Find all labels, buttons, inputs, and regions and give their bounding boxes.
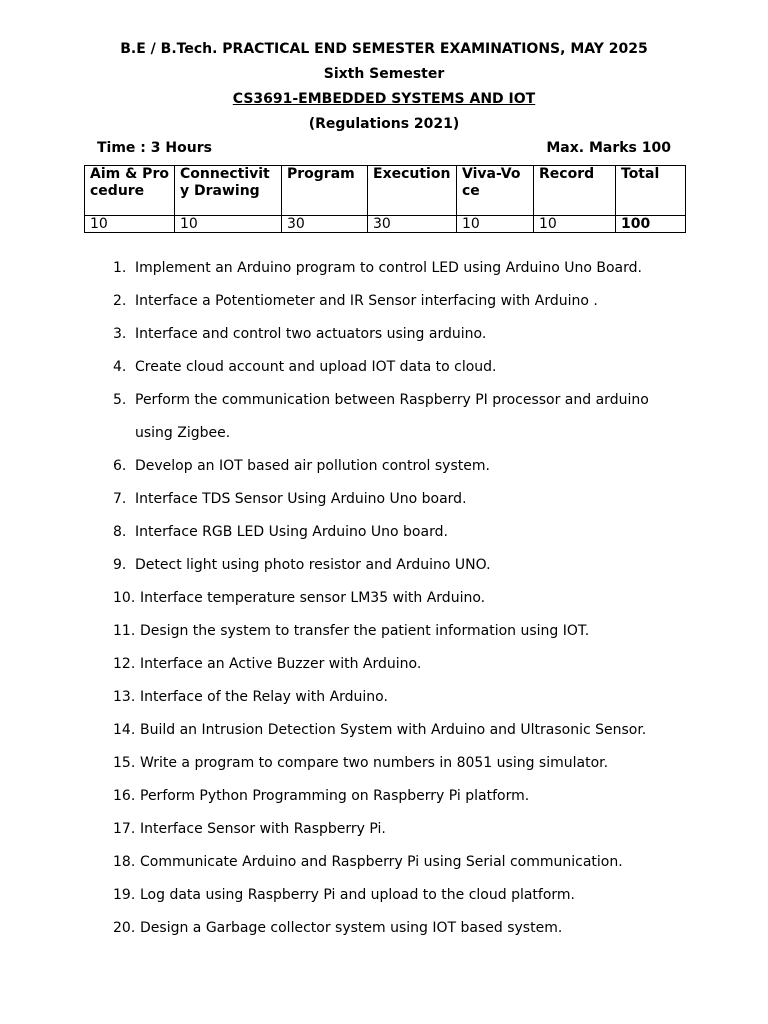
list-item: [0, 285, 673, 318]
list-item-number: 11.: [113, 623, 136, 639]
list-item: [0, 582, 673, 615]
list-item: [0, 714, 673, 747]
list-item: [0, 318, 673, 351]
list-item-text: Interface and control two actuators using arduino.: [135, 326, 487, 342]
list-item: [0, 450, 673, 483]
list-item-number: 3.: [113, 326, 127, 342]
list-item-text: Interface RGB LED Using Arduino Uno board.: [135, 524, 448, 540]
regulations-label: (Regulations 2021): [308, 116, 460, 132]
list-item-number: 14.: [113, 722, 136, 738]
list-item-number: 12.: [113, 656, 136, 672]
table-header-cell: Connectivity Drawing: [175, 166, 282, 216]
semester-label: Sixth Semester: [323, 66, 445, 82]
table-header-cell: Aim & Procedure: [85, 166, 175, 216]
table-cell: 10: [534, 216, 616, 233]
list-item: [0, 483, 673, 516]
table-cell: 30: [282, 216, 368, 233]
list-item-text: Interface a Potentiometer and IR Sensor interfacing with Arduino .: [135, 293, 598, 309]
list-item-text: Interface TDS Sensor Using Arduino Uno board.: [135, 491, 467, 507]
list-item-number: 17.: [113, 821, 136, 837]
max-marks: Max. Marks 100: [546, 140, 671, 156]
marks-distribution-table: [84, 165, 686, 233]
exam-duration: Time : 3 Hours: [97, 140, 212, 156]
list-item-number: 8.: [113, 524, 127, 540]
list-item-text: Communicate Arduino and Raspberry Pi using Serial communication.: [140, 854, 623, 870]
exercise-list: [0, 252, 673, 945]
list-item: [0, 384, 673, 450]
table-cell: 10: [175, 216, 282, 233]
table-header-cell: Execution: [368, 166, 457, 216]
list-item-number: 4.: [113, 359, 127, 375]
list-item-text: Develop an IOT based air pollution control system.: [135, 458, 490, 474]
list-item: [0, 516, 673, 549]
list-item-text: Interface Sensor with Raspberry Pi.: [140, 821, 386, 837]
list-item-text: Interface an Active Buzzer with Arduino.: [140, 656, 422, 672]
list-item: [0, 780, 673, 813]
list-item: [0, 615, 673, 648]
list-item-number: 10.: [113, 590, 136, 606]
list-item: [0, 747, 673, 780]
list-item-text: Log data using Raspberry Pi and upload to the cloud platform.: [140, 887, 576, 903]
course-title: CS3691-EMBEDDED SYSTEMS AND IOT: [232, 91, 536, 107]
table-cell-total: 100: [616, 216, 686, 233]
list-item-text: Perform Python Programming on Raspberry Pi platform.: [140, 788, 530, 804]
list-item: [0, 252, 673, 285]
exam-title: B.E / B.Tech. PRACTICAL END SEMESTER EXAMINATIONS, MAY 2025: [120, 41, 648, 57]
list-item-text: Design the system to transfer the patient information using IOT.: [140, 623, 590, 639]
list-item-number: 15.: [113, 755, 136, 771]
list-item-text: Design a Garbage collector system using IOT based system.: [140, 920, 563, 936]
list-item-number: 2.: [113, 293, 127, 309]
list-item-number: 13.: [113, 689, 136, 705]
table-cell: 10: [85, 216, 175, 233]
table-header-cell: Total: [616, 166, 686, 216]
list-item: [0, 879, 673, 912]
table-header-cell: Viva-Voce: [457, 166, 534, 216]
list-item-number: 20.: [113, 920, 136, 936]
list-item: [0, 351, 673, 384]
list-item-text: Build an Intrusion Detection System with Arduino and Ultrasonic Sensor.: [140, 722, 647, 738]
list-item: [0, 648, 673, 681]
list-item-text: Detect light using photo resistor and Arduino UNO.: [135, 557, 491, 573]
list-item-number: 7.: [113, 491, 127, 507]
list-item-text: Write a program to compare two numbers in 8051 using simulator.: [140, 755, 609, 771]
list-item-number: 19.: [113, 887, 136, 903]
list-item-text: Interface of the Relay with Arduino.: [140, 689, 388, 705]
table-cell: 30: [368, 216, 457, 233]
list-item-text: Interface temperature sensor LM35 with Arduino.: [140, 590, 486, 606]
list-item-number: 1.: [113, 260, 127, 276]
list-item-number: 16.: [113, 788, 136, 804]
list-item: [0, 846, 673, 879]
list-item: [0, 912, 673, 945]
list-item-number: 9.: [113, 557, 127, 573]
table-header-cell: Program: [282, 166, 368, 216]
list-item-number: 5.: [113, 392, 127, 408]
table-header-row: [85, 166, 686, 216]
list-item-text: Create cloud account and upload IOT data to cloud.: [135, 359, 497, 375]
list-item: [0, 681, 673, 714]
table-cell: 10: [457, 216, 534, 233]
table-row: [85, 216, 686, 233]
list-item-number: 18.: [113, 854, 136, 870]
list-item-number: 6.: [113, 458, 127, 474]
list-item-text: Implement an Arduino program to control LED using Arduino Uno Board.: [135, 260, 642, 276]
list-item: [0, 549, 673, 582]
list-item-text: Perform the communication between Raspberry PI processor and arduino using Zigbee.: [135, 392, 649, 441]
table-header-cell: Record: [534, 166, 616, 216]
list-item: [0, 813, 673, 846]
